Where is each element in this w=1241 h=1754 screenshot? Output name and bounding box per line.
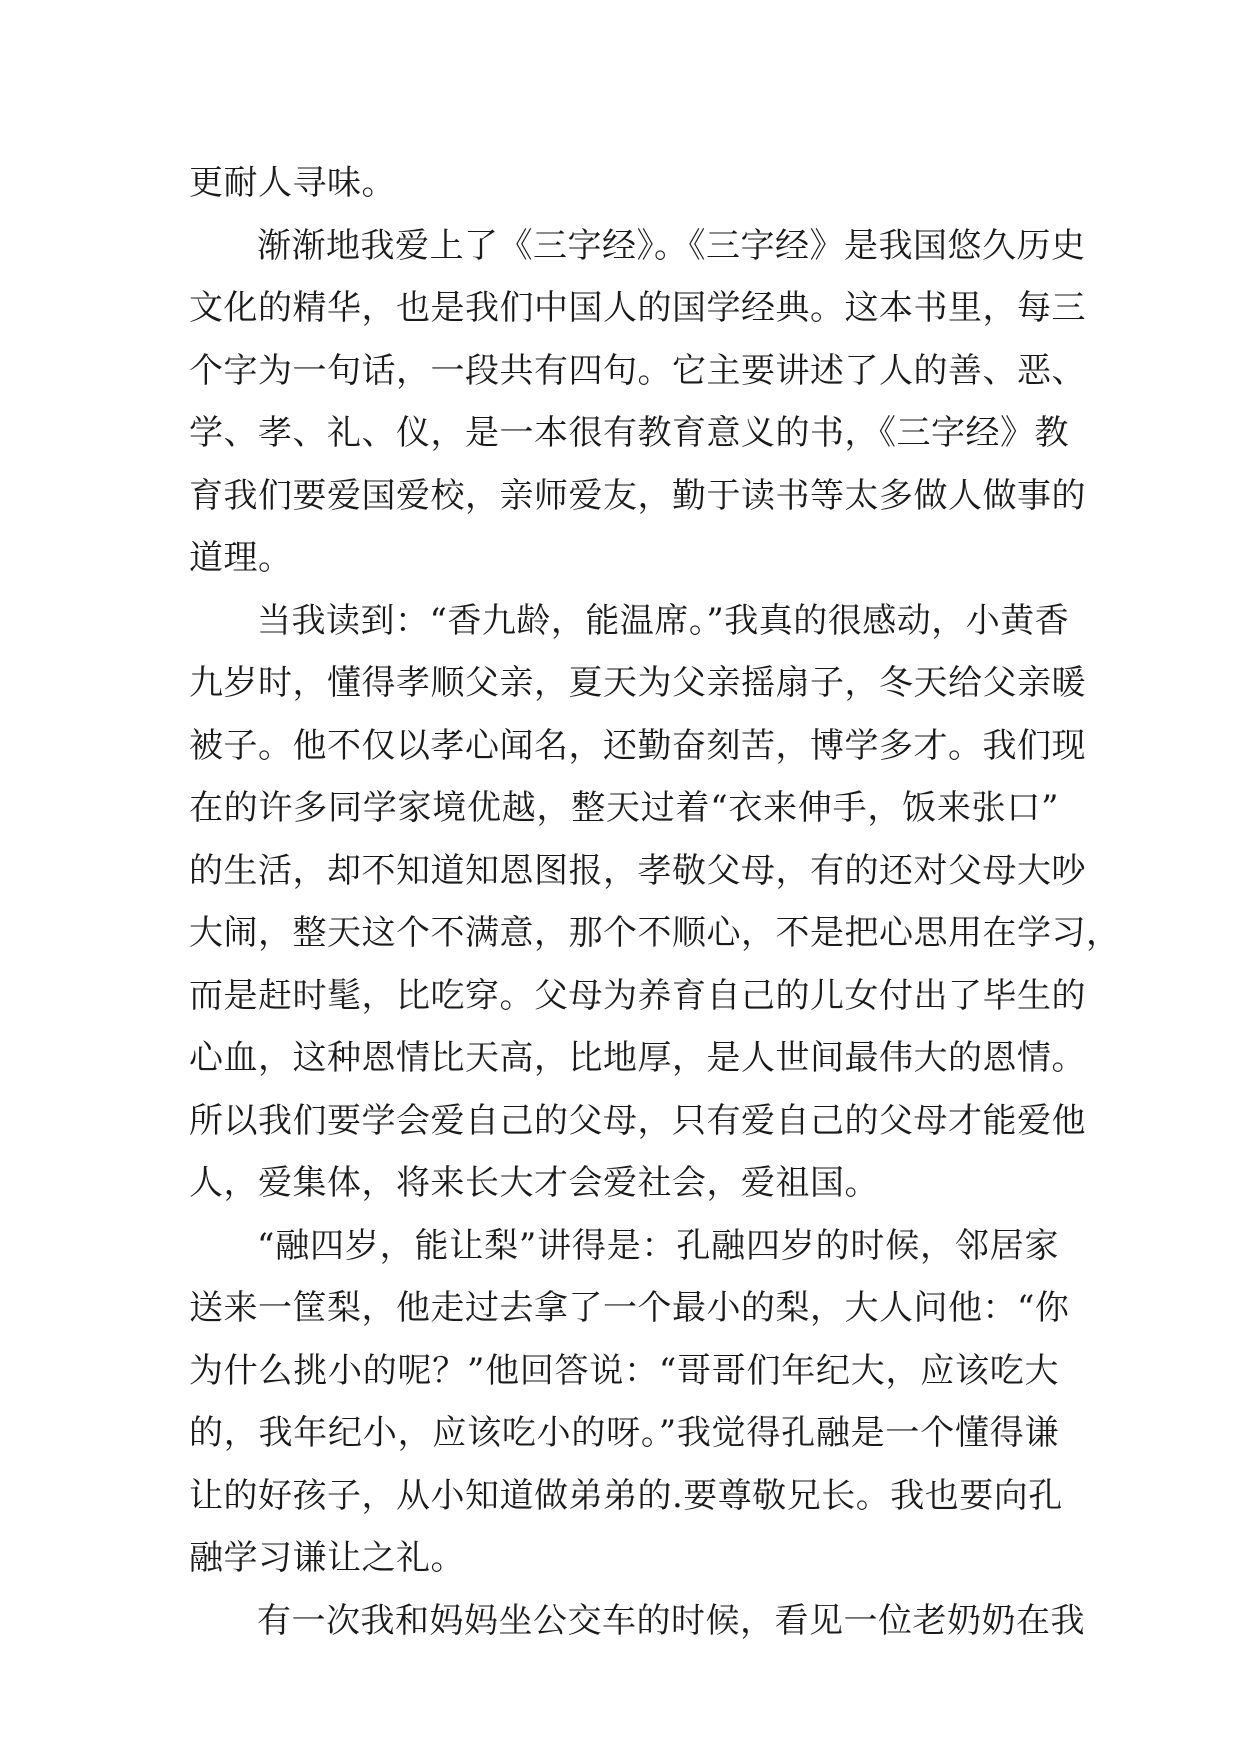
text-line: 大闹，整天这个不满意，那个不顺心，不是把心思用在学习， xyxy=(189,913,1121,953)
text-line: 个字为一句话，一段共有四句。它主要讲述了人的善、恶、 xyxy=(189,350,1086,391)
text-line: 在的许多同学家境优越，整天过着“衣来伸手，饭来张口” xyxy=(189,788,1059,828)
text-line: 被子。他不仅以孝心闻名，还勤奋刻苦，博学多才。我们现 xyxy=(189,725,1086,766)
text-line: 更耐人寻味。 xyxy=(189,163,396,203)
body-text xyxy=(189,152,1121,1652)
text-line: 让的好孩子，从小知道做弟弟的.要尊敬兄长。我也要向孔 xyxy=(189,1475,1063,1516)
paragraph-start-line: 有一次我和妈妈坐公交车的时候，看见一位老奶奶在我 xyxy=(257,1600,1085,1641)
text-line: 人，爱集体，将来长大才会爱社会，爱祖国。 xyxy=(189,1163,879,1203)
text-line: 育我们要爱国爱校，亲师爱友，勤于读书等太多做人做事的 xyxy=(189,475,1086,516)
text-line: 道理。 xyxy=(189,538,293,578)
text-line: 而是赶时髦，比吃穿。父母为养育自己的儿女付出了毕生的 xyxy=(189,975,1086,1016)
paragraph-start-line: 当我读到：“香九龄，能温席。”我真的很感动，小黄香 xyxy=(257,600,1070,641)
text-line: 所以我们要学会爱自己的父母，只有爱自己的父母才能爱他 xyxy=(189,1100,1086,1141)
text-line: 的生活，却不知道知恩图报，孝敬父母，有的还对父母大吵 xyxy=(189,850,1086,891)
text-line: 学、孝、礼、仪，是一本很有教育意义的书，《三字经》教 xyxy=(189,413,1069,453)
text-line: 的，我年纪小，应该吃小的呀。”我觉得孔融是一个懂得谦 xyxy=(189,1413,1059,1453)
text-line: 为什么挑小的呢？”他回答说：“哥哥们年纪大，应该吃大 xyxy=(189,1350,1059,1391)
paragraph-start-line: “融四岁，能让梨”讲得是：孔融四岁的时候，邻居家 xyxy=(257,1225,1059,1266)
text-line: 融学习谦让之礼。 xyxy=(189,1538,465,1578)
text-line: 心血，这种恩情比天高，比地厚，是人世间最伟大的恩情。 xyxy=(189,1038,1086,1078)
text-line: 送来一筐梨，他走过去拿了一个最小的梨，大人问他：“你 xyxy=(189,1288,1070,1328)
text-line: 九岁时，懂得孝顺父亲，夏天为父亲摇扇子，冬天给父亲暖 xyxy=(189,663,1086,703)
text-line: 文化的精华，也是我们中国人的国学经典。这本书里，每三 xyxy=(189,288,1086,328)
paragraph-start-line: 渐渐地我爱上了《三字经》。《三字经》是我国悠久历史 xyxy=(257,225,1086,266)
